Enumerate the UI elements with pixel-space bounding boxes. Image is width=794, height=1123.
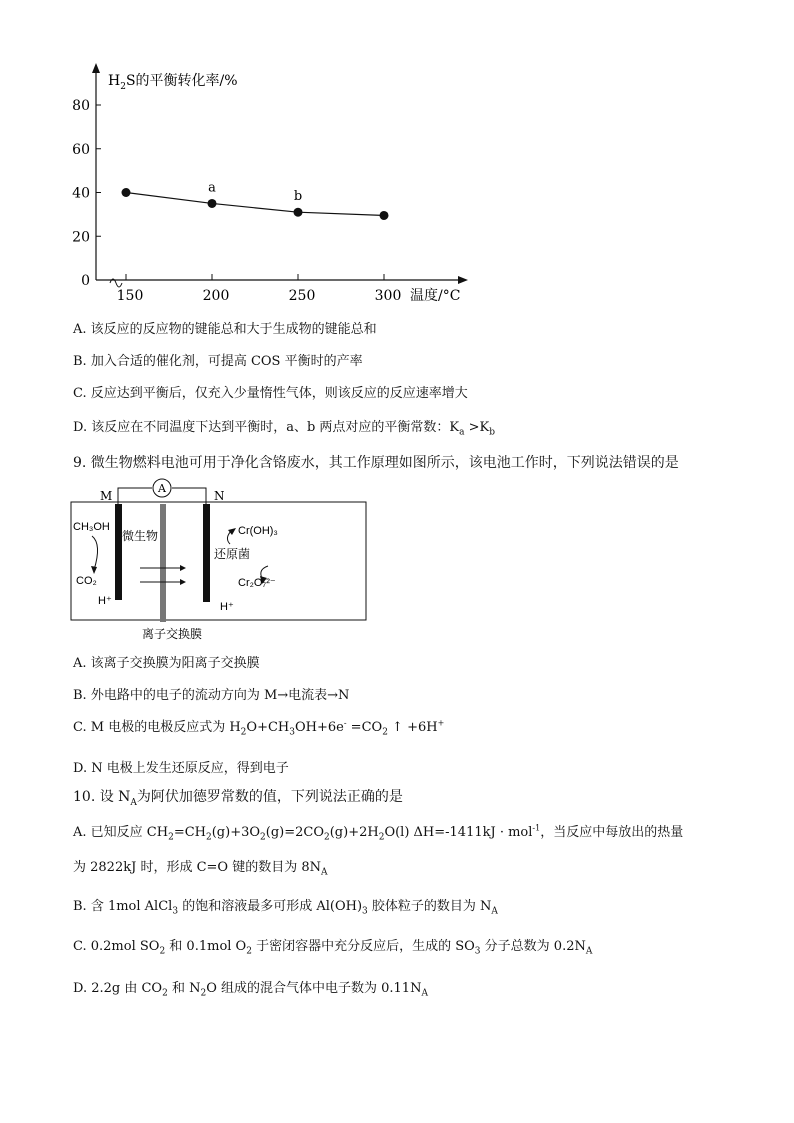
y-tick-label: 40 bbox=[72, 185, 90, 202]
svg-text:Cr(OH)₃: Cr(OH)₃ bbox=[238, 525, 278, 537]
q8-option-b: B. 加入合适的催化剂，可提高 COS 平衡时的产率 bbox=[73, 354, 363, 369]
ion-exchange-membrane bbox=[160, 504, 166, 622]
x-tick-label: 250 bbox=[288, 288, 316, 304]
q8-option-d: D. 该反应在不同温度下达到平衡时，a、b 两点对应的平衡常数：$K_a >K_b$ bbox=[73, 420, 496, 438]
data-point bbox=[294, 208, 303, 217]
svg-text:CO₂: CO₂ bbox=[76, 575, 97, 587]
series-line bbox=[126, 193, 384, 216]
y-axis-arrow bbox=[92, 63, 100, 73]
electrode-m bbox=[115, 504, 122, 600]
q9-option-a: A. 该离子交换膜为阳离子交换膜 bbox=[73, 656, 260, 671]
membrane-label: 离子交换膜 bbox=[142, 627, 203, 641]
x-tick-label: 150 bbox=[116, 288, 144, 304]
point-label: b bbox=[293, 189, 303, 205]
fuel-cell-diagram bbox=[70, 478, 370, 644]
y-tick-label: 0 bbox=[81, 273, 90, 289]
x-tick-label: 200 bbox=[202, 288, 230, 304]
svg-text:Cr₂O₇²⁻: Cr₂O₇²⁻ bbox=[238, 577, 276, 589]
q9-option-c: C. M 电极的电极反应式为 $H_2O+CH_3OH+6e^- =CO_2$ ↑ +6H+ bbox=[73, 718, 445, 738]
q10-option-a-line1: A. 已知反应 $CH_2=CH_2(g)+3O_2(g)=2CO_2(g)+2H_2O(l) \Delta H=-1411kJ \cdot mol^{-1}$，当反应中每放出的热量 bbox=[73, 823, 684, 843]
q10-option-b: B. 含 1mol AlCl$_3$ 的饱和溶液最多可形成 $Al(OH)_3$ 胶体粒子的数目为 $N_A$ bbox=[73, 899, 498, 917]
svg-text:H⁺: H⁺ bbox=[98, 595, 112, 607]
svg-text:A: A bbox=[158, 482, 166, 495]
q8-option-a: A. 该反应的反应物的键能总和大于生成物的键能总和 bbox=[73, 322, 377, 337]
electrode-n bbox=[203, 504, 210, 602]
electrode-m-label: M bbox=[100, 489, 113, 503]
conversion-rate-chart bbox=[60, 55, 480, 305]
q9-option-b: B. 外电路中的电子的流动方向为 M→电流表→N bbox=[73, 688, 350, 703]
x-axis-label: 温度/°C bbox=[410, 288, 461, 304]
y-tick-label: 20 bbox=[72, 229, 90, 246]
q10-stem: 10. 设 $N_A$为阿伏加德罗常数的值，下列说法正确的是 bbox=[73, 789, 403, 808]
x-tick-label: 300 bbox=[374, 288, 402, 304]
data-point bbox=[122, 188, 131, 197]
q10-option-d: D. 2.2g 由 $CO_2$ 和 $N_2O$ 组成的混合气体中电子数为 $0.11N_A$ bbox=[73, 981, 428, 999]
q9-stem: 9. 微生物燃料电池可用于净化含铬废水，其工作原理如图所示，该电池工作时，下列说法错误的是 bbox=[73, 455, 679, 471]
data-point bbox=[208, 199, 217, 208]
q8-option-c: C. 反应达到平衡后，仅充入少量惰性气体，则该反应的反应速率增大 bbox=[73, 386, 468, 401]
y-tick-label: 60 bbox=[72, 141, 90, 158]
q10-option-c: C. 0.2mol $SO_2$ 和 0.1mol $O_2$ 于密闭容器中充分反应后，生成的 $SO_3$ 分子总数为 $0.2N_A$ bbox=[73, 939, 593, 957]
svg-text:CH₃OH: CH₃OH bbox=[73, 521, 110, 533]
data-point bbox=[380, 211, 389, 220]
point-label: a bbox=[208, 180, 216, 196]
svg-text:H⁺: H⁺ bbox=[220, 601, 234, 613]
svg-text:微生物: 微生物 bbox=[122, 529, 159, 543]
q10-option-a-line2: 为 2822kJ 时，形成 C=O 键的数目为 $8N_A$ bbox=[73, 860, 328, 878]
svg-text:还原菌: 还原菌 bbox=[214, 547, 251, 561]
y-axis-label: $H_2S$的平衡转化率/% bbox=[108, 73, 238, 92]
electrode-n-label: N bbox=[214, 489, 225, 503]
x-axis-arrow bbox=[458, 276, 468, 284]
q9-option-d: D. N 电极上发生还原反应，得到电子 bbox=[73, 761, 289, 776]
y-tick-label: 80 bbox=[72, 98, 90, 114]
